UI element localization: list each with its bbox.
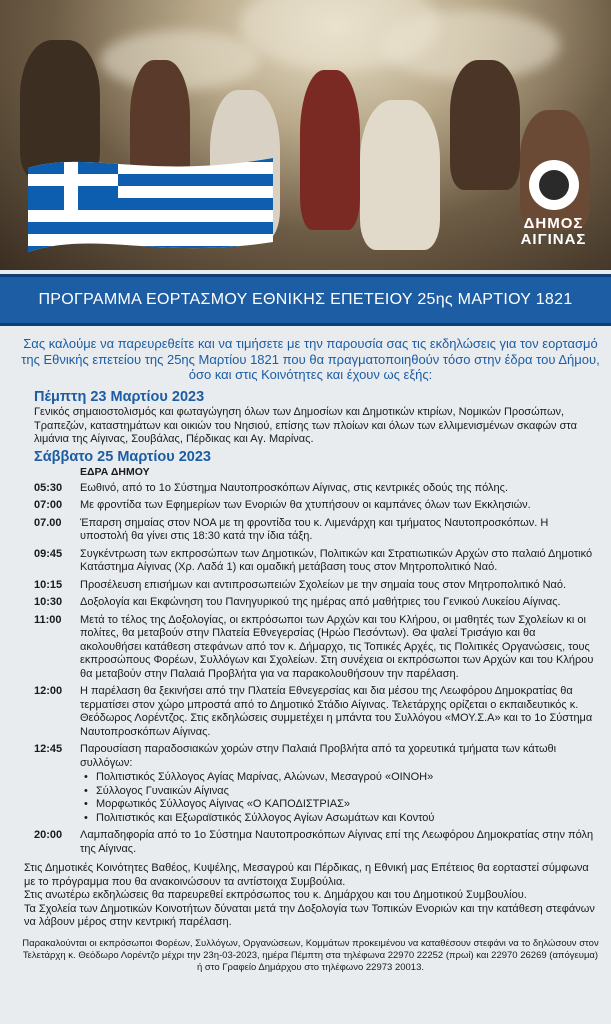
dance-clubs-list [80, 771, 597, 825]
event-text: Συγκέντρωση των εκπροσώπων των Δημοτικών, Πολιτικών και Στρατιωτικών Αρχών στο παλαιό Δημοτικό Κατάστημα Αίγινας (Χρ. Λαδά 1) και ομαδική μετάβαση τους στον Μητροπολιτικό Ναό. [80, 547, 593, 573]
closing-line: Στις ανωτέρω εκδηλώσεις θα παρευρεθεί εκπρόσωπος του κ. Δημάρχου και του Δημοτικού Συμβουλίου. [24, 889, 527, 901]
seahorse-emblem-icon [529, 160, 579, 210]
event-row [34, 614, 597, 682]
intro-text: Σας καλούμε να παρευρεθείτε και να τιμήσετε με την παρουσία σας τις εκδηλώσεις για τον εορτασμό της Εθνικής επετείου της 25ης Μαρτίου 1821 που θα πραγματοποιηθούν τόσο στην έδρα του Δήμου, όσο και στις Κοινότητες και έχουν ως εξής: [21, 336, 600, 382]
footnote: Παρακαλούνται οι εκπρόσωποι Φορέων, Συλλόγων, Οργανώσεων, Κομμάτων προκειμένου να καταθέσουν στεφάνι να το δηλώσουν στον Τελετάρχη κ. Θεόδωρο Λορέντζο μέχρι την 23η-03-2023, ημέρα Πέμπτη στα τηλέφωνα 22970 22252 (πρωί) και 22970 26269 (απόγευμα) ή στο Γραφείο Δημάρχου στο τηλέφωνο 22973 20013. [22, 937, 599, 973]
event-time: 12:45 [34, 743, 63, 755]
event-text: Η παρέλαση θα ξεκινήσει από την Πλατεία Εθνεγερσίας και δια μέσου της Λεωφόρου Δημοκρατίας θα τερματίσει στον χώρο μπροστά από το Δημοτικό Στάδιο Αίγινας. Τελετάρχης ορίζεται ο εκπαιδευτικός κ. Θεόδωρος Λορέντζος. Στις εκδηλώσεις συμμετέχει η μπάντα του Συλλόγου «ΜΟΥ.Σ.Α» και το 1ο Σύστημα Ναυτοπροσκόπων Αίγινας. [80, 685, 593, 738]
event-row [34, 743, 597, 825]
closing-line: Στις Δημοτικές Κοινότητες Βαθέος, Κυψέλης, Μεσαγρού και Πέρδικας, η Εθνική μας Επέτειος θα εορταστεί σύμφωνα με το πρόγραμμα που θα ανακοινώσουν τα αντίστοιχα Συμβούλια. [24, 862, 589, 888]
closing-notes [24, 862, 597, 930]
event-row [34, 482, 597, 496]
day2-heading: Σάββατο 25 Μαρτίου 2023 [34, 448, 211, 465]
event-row [34, 829, 597, 856]
municipality-logo [516, 160, 591, 248]
program-content [0, 326, 611, 1024]
hero-painting [0, 0, 611, 270]
list-item: • Πολιτιστικός και Εξωραϊστικός Σύλλογος Αγίων Ασωμάτων και Κοντού [80, 812, 597, 826]
event-row [34, 596, 597, 610]
program-title-banner [0, 274, 611, 326]
event-row [34, 579, 597, 593]
event-time: 10:30 [34, 596, 63, 608]
closing-line: Τα Σχολεία των Δημοτικών Κοινοτήτων δύναται μετά την Δοξολογία των Τοπικών Ενοριών και την κατάθεση στεφάνων να λάβουν μέρος στην κεντρική παρέλαση. [24, 902, 595, 928]
list-item: • Πολιτιστικός Σύλλογος Αγίας Μαρίνας, Αλώνων, Μεσαγρού «ΟΙΝΟΗ» [80, 771, 597, 785]
event-text: Παρουσίαση παραδοσιακών χορών στην Παλαιά Προβλήτα από τα χορευτικά τμήματα των κάτωθι συλλόγων: [80, 743, 557, 769]
event-time: 20:00 [34, 829, 63, 841]
event-text: Λαμπαδηφορία από το 1ο Σύστημα Ναυτοπροσκόπων Αίγινας επί της Λεωφόρου Δημοκρατίας στην πόλη της Αίγινας. [80, 829, 594, 855]
logo-line-1: ΔΗΜΟΣ [523, 215, 584, 232]
event-row [34, 548, 597, 575]
list-item: • Σύλλογος Γυναικών Αίγινας [80, 785, 597, 799]
event-time: 07:00 [34, 499, 63, 511]
event-row [34, 685, 597, 739]
event-time: 09:45 [34, 547, 63, 560]
event-time: 05:30 [34, 481, 63, 494]
event-text: Έπαρση σημαίας στον ΝΟΑ με τη φροντίδα του κ. Λιμενάρχη και τμήματος Ναυτοπροσκόπων. Η υποστολή θα γίνει στις 18:30 κατά την ίδια τάξη. [80, 516, 549, 542]
event-text: Με φροντίδα των Εφημερίων των Ενοριών θα χτυπήσουν οι καμπάνες όλων των Εκκλησιών. [80, 499, 531, 511]
logo-line-2: ΑΙΓΙΝΑΣ [520, 231, 587, 248]
program-title: ΠΡΟΓΡΑΜΜΑ ΕΟΡΤΑΣΜΟΥ ΕΘΝΙΚΗΣ ΕΠΕΤΕΙΟΥ 25ης ΜΑΡΤΙΟΥ 1821 [38, 291, 573, 308]
day1-text: Γενικός σημαιοστολισμός και φωταγώγηση όλων των Δημοσίων και Δημοτικών κτιρίων, Νομικών Προσώπων, Τραπεζών, καταστημάτων και οικιών του Νησιού, επίσης των πλοίων και όλων των ελλιμενισμένων σκαφών στα λιμάνια της Αίγινας, Σουβάλας, Πέρδικας και Αγ. Μαρίνας. [34, 406, 577, 445]
event-time: 11:00 [34, 613, 62, 626]
event-time: 10:15 [34, 578, 63, 591]
event-text: Προσέλευση επισήμων και αντιπροσωπειών Σχολείων με την σημαία τους στον Μητροπολιτικό Ναό. [80, 578, 567, 591]
day1-heading: Πέμπτη 23 Μαρτίου 2023 [34, 388, 205, 405]
event-time: 07.00 [34, 516, 62, 529]
list-item: • Μορφωτικός Σύλλογος Αίγινας «Ο ΚΑΠΟΔΙΣΤΡΙΑΣ» [80, 798, 597, 812]
greek-flag-icon [28, 150, 273, 260]
event-row [34, 517, 597, 544]
event-row [34, 499, 597, 513]
event-text: Μετά το τέλος της Δοξολογίας, οι εκπρόσωποι των Αρχών και του Κλήρου, οι μαθητές των Σχολείων κι οι πολίτες, θα μεταβούν στην Πλατεία Εθνεγερσίας (Ηρώο Πεσόντων). Θα ψαλεί Τρισάγιο και θα ακολουθήσει κατάθεση στεφάνων από τον κ. Δήμαρχο, τις Τοπικές Αρχές, τις Πολιτικές Οργανώσεις, τους εκπροσώπους Φορέων, Συλλόγων και Σχολείων. Στη συνέχεια οι εκπρόσωποι των Αρχών και του Κλήρου θα μεταβούν στην Παλαιά Προβλήτα για να παρακολουθήσουν την παρέλαση. [80, 613, 594, 680]
municipal-seat-label: ΕΔΡΑ ΔΗΜΟΥ [80, 466, 150, 478]
event-text: Δοξολογία και Εκφώνηση του Πανηγυρικού της ημέρας από μαθήτριες του Γενικού Λυκείου Αίγινας. [80, 596, 561, 608]
event-text: Εωθινό, από το 1ο Σύστημα Ναυτοπροσκόπων Αίγινας, στις κεντρικές οδούς της πόλης. [80, 481, 509, 494]
event-time: 12:00 [34, 685, 63, 697]
